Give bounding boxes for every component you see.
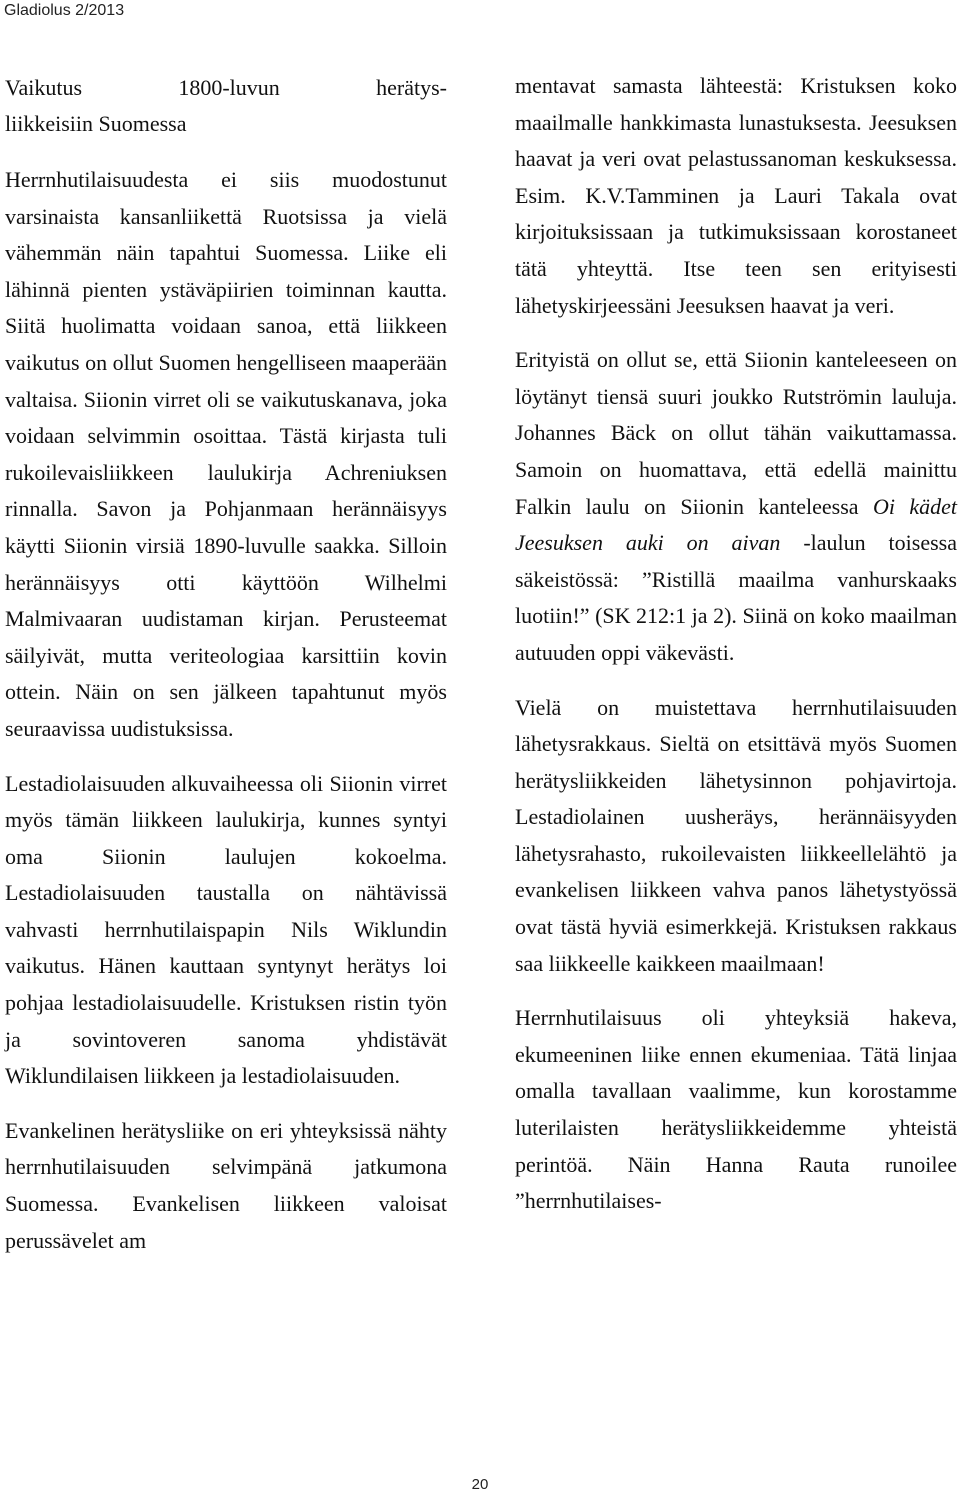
section-heading <box>5 70 447 142</box>
page-number: 20 <box>471 1476 489 1493</box>
body-paragraph-with-hymn-title <box>515 342 957 671</box>
body-paragraph: Vielä on muistettava herrnhutilaisuuden lähetysrakkaus. Sieltä on etsittävä myös Suomen herätysliikkeiden lähetysinnon pohjavirtoja. Lestadiolainen uusheräys, herännäisyyden lähetysrahasto, rukoilevaisten liikkeellelähtö ja evankelisen liikkeen vahva panos lähetystyössä ovat tästä hyviä esimerkkejä. Kristuksen rakkaus saa liikkeelle kaikkeen maailmaan! <box>515 694 957 976</box>
paragraph-text-before: Erityistä on ollut se, että Siionin kanteleeseen on löytänyt tiensä suuri joukko Rutströmin lauluja. Johannes Bäck on ollut tähän vaikuttamassa. Samoin on huomattava, että edellä mainittu Falkin laulu on Siionin kanteleessa <box>515 347 957 519</box>
left-column <box>5 70 447 1259</box>
section-heading-line-1: Vaikutus 1800-luvun herätys- <box>5 75 447 100</box>
right-column <box>515 68 957 1220</box>
section-heading-line-2: liikkeisiin Suomessa <box>5 111 187 136</box>
body-paragraph: Herrnhutilaisuus oli yhteyksiä hakeva, ekumeeninen liike ennen ekumeniaa. Tätä linjaa omalla tavallaan vaalimme, kun korostamme luterilaisten herätysliikkeidemme yhteistä perintöä. Näin Hanna Rauta runoilee ”herrnhutilaises- <box>515 1005 957 1214</box>
running-header: Gladiolus 2/2013 <box>4 2 125 19</box>
paragraph-text-after: -laulun toisessa säkeistössä: ”Ristillä maailma vanhurskaaks luotiin!” (SK 212:1 ja 2). Siinä on koko maailman autuuden oppi väkevästi. <box>515 530 957 665</box>
body-paragraph: Evankelinen herätysliike on eri yhteyksissä nähty herrnhutilaisuuden selvimpänä jatkumona Suomessa. Evankelisen liikkeen valoisat perussävelet am <box>5 1117 447 1253</box>
body-paragraph: Lestadiolaisuuden alkuvaiheessa oli Siionin virret myös tämän liikkeen laulukirja, kunnes syntyi oma Siionin laulujen kokoelma. Lestadiolaisuuden taustalla on nähtävissä vahvasti herrnhutilaispapin Nils Wiklundin vaikutus. Hänen kauttaan syntynyt herätys loi pohjaa lestadiolaisuudelle. Kristuksen ristin työn ja sovintoveren sanoma yhdistävät Wiklundilaisen liikkeen ja lestadiolaisuuden. <box>5 770 447 1089</box>
body-paragraph: Herrnhutilaisuudesta ei siis muodostunut varsinaista kansanliikettä Ruotsissa ja vielä vähemmän näin tapahtui Suomessa. Liike eli lähinnä pienten ystäväpiirien toiminnan kautta. Siitä huolimatta voidaan sanoa, että liikkeen vaikutus on ollut Suomen hengelliseen maaperään valtaisa. Siionin virret oli se vaikutuskanava, joka voidaan selvimmin osoittaa. Tästä kirjasta tuli rukoilevaisliikkeen laulukirja Achreniuksen rinnalla. Savon ja Pohjanmaan herännäisyys käytti Siionin virsiä 1890-luvulle saakka. Silloin herännäisyys otti käyttöön Wilhelmi Malmivaaran uudistaman kirjan. Perusteemat säilyivät, mutta veriteologiaa karsittiin kovin ottein. Näin on sen jälkeen tapahtunut myös seuraavissa uudistuksissa. <box>5 167 447 741</box>
hymn-title: Oi kädet Jeesuksen auki on aivan <box>515 493 957 556</box>
body-paragraph: mentavat samasta lähteestä: Kristuksen koko maailmalle hankkimasta lunastuksesta. Jeesuksen haavat ja veri ovat pelastussanoman keskuksessa. Esim. K.V.Tamminen ja Lauri Takala ovat kirjoituksissaan ja tutkimuksissaan korostaneet tätä yhteyttä. Itse teen sen erityisesti lähetyskirjeessäni Jeesuksen haavat ja veri. <box>515 73 957 318</box>
